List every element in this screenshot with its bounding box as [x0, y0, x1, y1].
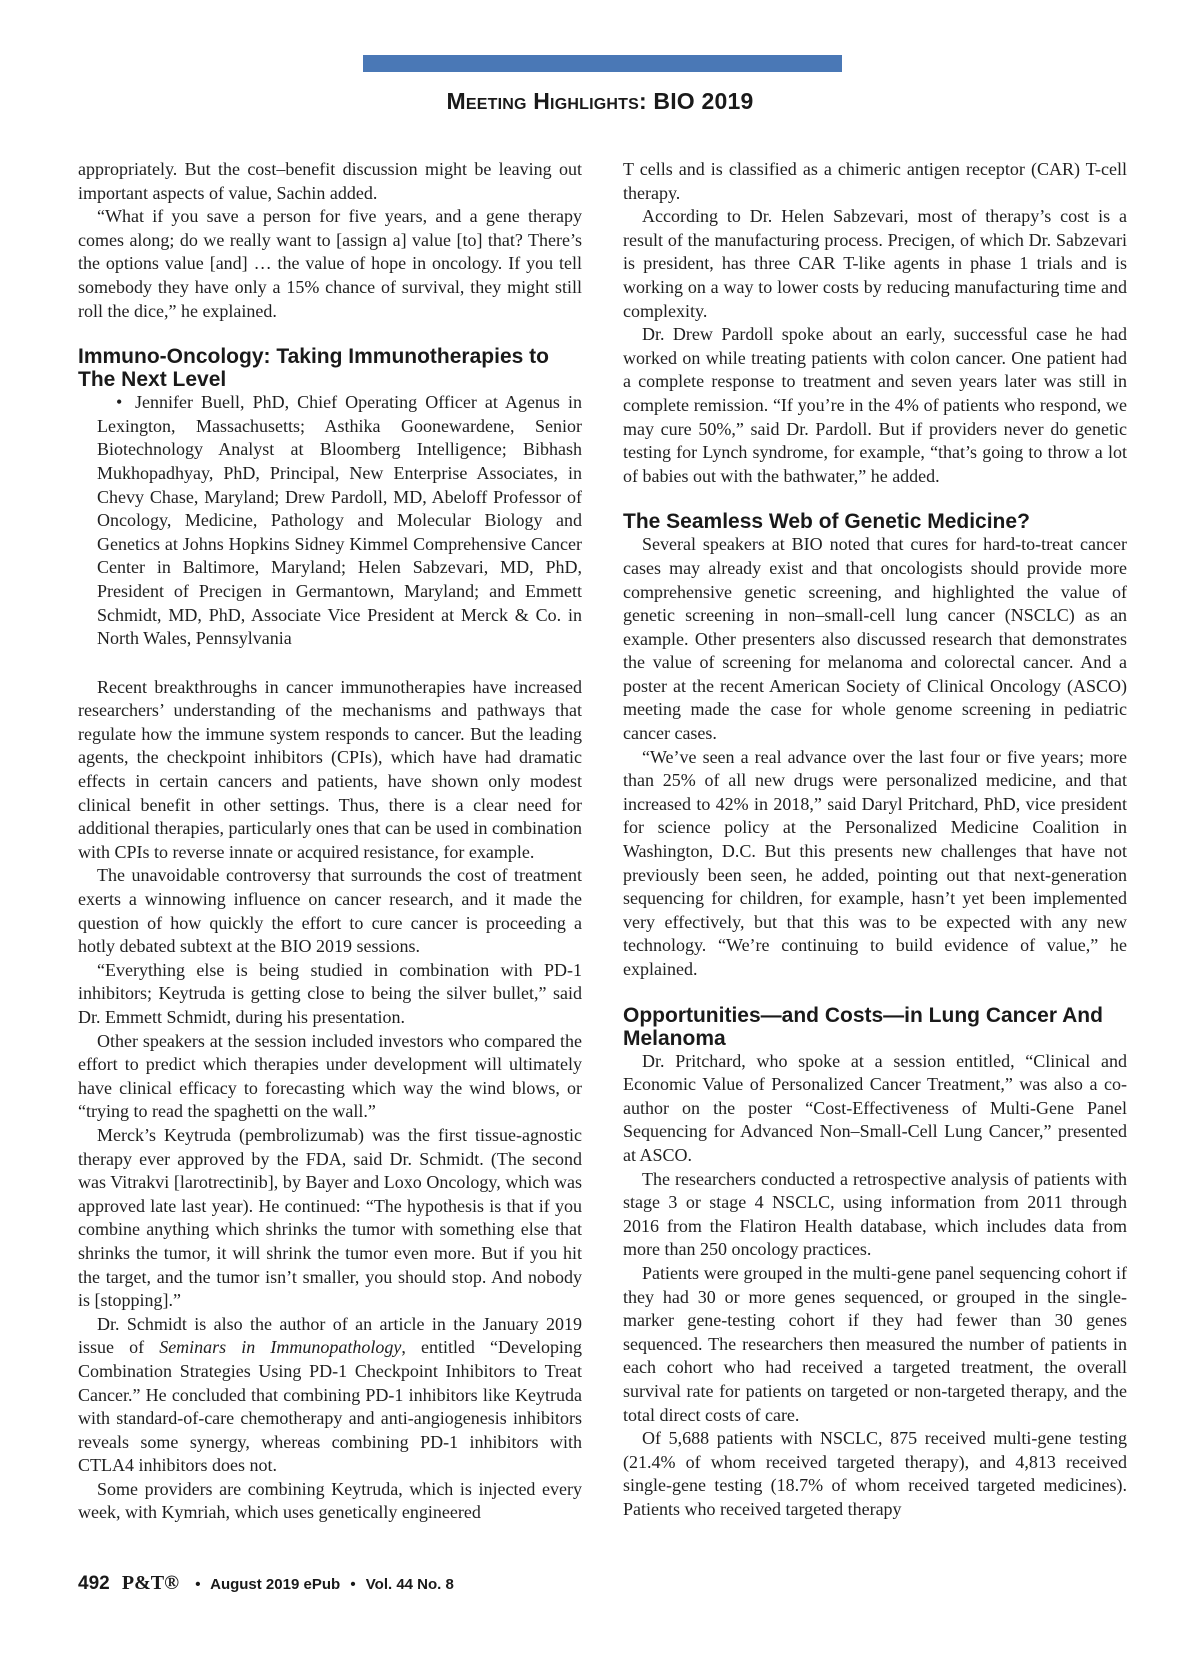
paragraph: appropriately. But the cost–benefit discussion might be leaving out important aspects of value, Sachin added.	[78, 159, 582, 203]
section-heading: The Seamless Web of Genetic Medicine?	[623, 510, 1030, 534]
header-accent-bar	[363, 55, 842, 72]
paragraph: Recent breakthroughs in cancer immunotherapies have increased researchers’ understanding of the mechanisms and pathways that regulate how the immune system responds to cancer. But the leading agents, the checkpoint inhibitors (CPIs), which have had dramatic effects in certain cancers and patients, have shown only modest clinical benefit in other settings. Thus, there is a clear need for additional therapies, particularly ones that can be used in combination with CPIs to reverse innate or acquired resistance, for example.	[78, 676, 582, 862]
paragraph: Merck’s Keytruda (pembrolizumab) was the first tissue-agnostic therapy ever approved by the FDA, said Dr. Schmidt. (The second was Vitrakvi [larotrectinib], by Bayer and Loxo Oncology, which was approved late last year). He continued: “The hypothesis is that if you combine anything which shrinks the tumor with something else that shrinks the tumor, it will shrink the tumor even more. But if you hit the target, and the tumor isn’t smaller, you should stop. And nobody is [stopping].”	[78, 1124, 582, 1311]
right-column	[623, 158, 1127, 1521]
paragraph: According to Dr. Helen Sabzevari, most of therapy’s cost is a result of the manufacturing process. Precigen, of which Dr. Sabzevari is president, has three CAR T-like agents in phase 1 trials and is working on a way to lower costs by reducing manufacturing time and complexity.	[623, 206, 1127, 321]
paragraph: Patients were grouped in the multi-gene panel sequencing cohort if they had 30 or more genes sequenced, or grouped in the single-marker gene-testing cohort if they had fewer than 30 genes sequenced. The researchers then measured the number of patients in each cohort who had received a targeted treatment, the overall survival rate for patients on targeted or non-targeted therapy, and the total direct costs of care.	[623, 1262, 1127, 1425]
journal-name: P&T®	[121, 1572, 180, 1594]
paragraph: Several speakers at BIO noted that cures for hard-to-treat cancer cases may already exist and that oncologists should provide more comprehensive genetic screening, and highlighted the value of genetic screening in non–small-cell lung cancer (NSCLC) as an example. Other presenters also discussed research that demonstrates the value of screening for melanoma and colorectal cancer. And a poster at the recent American Society of Clinical Oncology (ASCO) meeting made the case for whole genome screening in pediatric cancer cases.	[623, 534, 1127, 744]
speaker-list-text: Jennifer Buell, PhD, Chief Operating Officer at Agenus in Lexington, Massachusetts; Asthika Goonewardene, Senior Biotechnology Analyst at Bloomberg Intelligence; Bibhash Mukhopadhyay, PhD, Principal, New Enterprise Associates, in Chevy Chase, Maryland; Drew Pardoll, MD, Abeloff Professor of Oncology, Medicine, Pathology and Molecular Biology and Genetics at Johns Hopkins Sidney Kimmel Comprehensive Cancer Center in Baltimore, Maryland; Helen Sabzevari, MD, PhD, President of Precigen in Germantown, Maryland; and Emmett Schmidt, MD, PhD, Associate Vice President at Merck & Co. in North Wales, Pennsylvania	[97, 392, 582, 649]
paragraph: T cells and is classified as a chimeric antigen receptor (CAR) T-cell therapy.	[623, 159, 1127, 203]
paragraph: “What if you save a person for five years, and a gene therapy comes along; do we really want to [assign a] value [to] that? There’s the options value [and] … the value of hope in oncology. If you tell somebody they have only a 15% chance of survival, they might still roll the dice,” he explained.	[78, 206, 582, 321]
issue-date: August 2019 ePub	[210, 1576, 341, 1593]
paragraph: The unavoidable controversy that surrounds the cost of treatment exerts a winnowing influence on cancer research, and it made the question of how quickly the effort to cure cancer is proceeding a hotly debated subtext at the BIO 2019 sessions.	[78, 865, 582, 957]
left-column	[78, 158, 582, 1525]
paragraph: Some providers are combining Keytruda, which is injected every week, with Kymriah, which uses genetically engineered	[78, 1478, 582, 1523]
paragraph-text: Dr. Schmidt is also the author of an article in the January 2019 issue of	[78, 1313, 582, 1358]
footer-separator: •	[350, 1576, 356, 1593]
volume: Vol. 44 No. 8	[365, 1576, 454, 1593]
paragraph: Of 5,688 patients with NSCLC, 875 received multi-gene testing (21.4% of whom received targeted therapy), and 4,813 received single-gene testing (18.7% of whom received targeted medicines). Patients who received targeted therapy	[623, 1428, 1127, 1519]
paragraph: Other speakers at the session included investors who compared the effort to predict which therapies under development will ultimately have clinical efficacy to forecasting which way the wind blows, or “trying to read the spaghetti on the wall.”	[78, 1030, 582, 1122]
journal-title: Seminars in Immunopathology	[159, 1337, 402, 1358]
bullet-mark: •	[116, 392, 123, 413]
paragraph: Dr. Drew Pardoll spoke about an early, successful case he had worked on while treating patients with colon cancer. One patient had a complete response to treatment and seven years later was still in complete remission. “If you’re in the 4% of patients who respond, we may cure 50%,” said Dr. Pardoll. But if providers never do genetic testing for Lynch syndrome, for example, “that’s going to throw a lot of babies out with the bathwater,” he added.	[623, 324, 1127, 486]
section-title: Meeting Highlights: BIO 2019	[446, 88, 754, 114]
section-heading: Immuno-Oncology: Taking Immunotherapies to The Next Level	[78, 345, 549, 392]
speaker-list	[78, 391, 582, 651]
page-number: 492	[78, 1573, 110, 1594]
section-heading: Opportunities—and Costs—in Lung Cancer And Melanoma	[623, 1003, 1103, 1050]
page-footer	[78, 1572, 454, 1595]
paragraph: “Everything else is being studied in combination with PD-1 inhibitors; Keytruda is getting close to being the silver bullet,” said Dr. Emmett Schmidt, during his presentation.	[78, 959, 582, 1027]
paragraph: Dr. Pritchard, who spoke at a session entitled, “Clinical and Economic Value of Personalized Cancer Treatment,” was also a co-author on the poster “Cost-Effectiveness of Multi-Gene Panel Sequencing for Advanced Non–Small-Cell Lung Cancer,” presented at ASCO.	[623, 1050, 1127, 1165]
paragraph: “We’ve seen a real advance over the last four or five years; more than 25% of all new drugs were personalized medicine, and that increased to 42% in 2018,” said Daryl Pritchard, PhD, vice president for science policy at the Personalized Medicine Coalition in Washington, D.C. But this presents new challenges that have not previously been seen, he added, pointing out that next-generation sequencing for children, for example, hasn’t yet been implemented very effectively, but that this was to be expected with any new technology. “We’re continuing to build evidence of value,” he explained.	[623, 746, 1127, 979]
paragraph	[78, 1313, 582, 1478]
paragraph-text: , entitled “Developing Combination Strategies Using PD-1 Checkpoint Inhibitors to Treat Cancer.” He concluded that combining PD-1 inhibitors like Keytruda with standard-of-care chemotherapy and anti-angiogenesis inhibitors reveals some synergy, whereas combining PD-1 inhibitors with CTLA4 inhibitors does not.	[78, 1337, 582, 1476]
paragraph: The researchers conducted a retrospective analysis of patients with stage 3 or stage 4 NSCLC, using information from 2011 through 2016 from the Flatiron Health database, which includes data from more than 250 oncology practices.	[623, 1168, 1127, 1260]
footer-separator: •	[195, 1576, 201, 1593]
